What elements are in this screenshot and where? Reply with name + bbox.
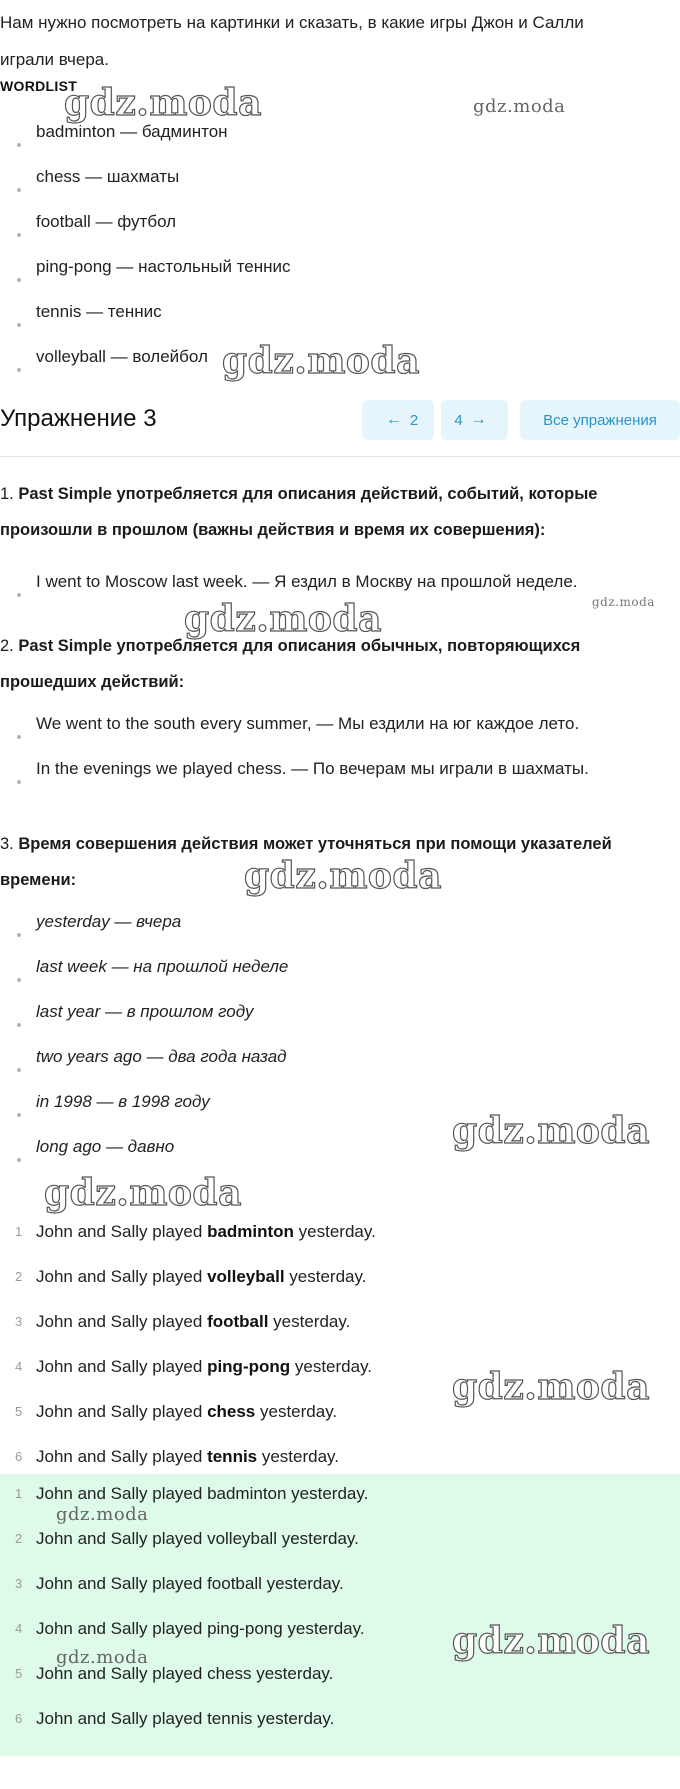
task-text: John and Sally played (36, 1357, 208, 1376)
task-list (0, 1222, 640, 1492)
example-item: yesterday — вчера (0, 912, 640, 957)
wordlist-item: tennis — теннис (0, 302, 640, 347)
answer-item (0, 1484, 680, 1529)
task-text: John and Sally played (36, 1267, 208, 1286)
example-item: We went to the south every summer, — Мы ездили на юг каждое лето. (0, 714, 640, 759)
divider (0, 456, 680, 457)
answer-item (0, 1529, 680, 1574)
answer-item (0, 1664, 680, 1709)
arrow-right-icon: → (470, 411, 487, 428)
next-exercise-label: 4 (454, 411, 463, 429)
item-number: 3 (15, 1576, 23, 1591)
watermark: gdz.moda (452, 1620, 650, 1662)
rule-2 (0, 628, 640, 700)
next-exercise-button[interactable] (441, 400, 508, 440)
example-item: last week — на прошлой неделе (0, 957, 640, 1002)
task-text: yesterday. (290, 1357, 373, 1376)
prev-exercise-button[interactable] (362, 400, 434, 440)
watermark: gdz.moda (452, 1110, 650, 1152)
task-text: yesterday. (257, 1447, 340, 1466)
watermark: gdz.moda (592, 595, 655, 609)
item-number: 4 (15, 1359, 23, 1374)
example-item: In the evenings we played chess. — По вечерам мы играли в шахматы. (0, 759, 640, 804)
rule-1-examples (0, 572, 640, 617)
task-keyword: volleyball (207, 1267, 285, 1286)
answer-text: John and Sally played tennis yesterday. (36, 1709, 335, 1728)
item-number: 1 (15, 1486, 23, 1501)
rule-number: 1. (0, 485, 14, 503)
wordlist (0, 122, 640, 392)
task-text: John and Sally played (36, 1447, 208, 1466)
rule-text: Past Simple употребляется для описания действий, событий, которые произошли в прошлом (важны действия и время их совершения): (0, 485, 598, 539)
rule-3-examples (0, 912, 640, 1182)
answer-list (0, 1484, 680, 1754)
item-number: 3 (15, 1314, 23, 1329)
item-number: 5 (15, 1404, 23, 1419)
watermark: gdz.moda (56, 1647, 149, 1668)
item-number: 5 (15, 1666, 23, 1681)
item-number: 4 (15, 1621, 23, 1636)
task-text: John and Sally played (36, 1222, 208, 1241)
task-keyword: badminton (207, 1222, 294, 1241)
task-text: John and Sally played (36, 1312, 208, 1331)
example-item: two years ago — два года назад (0, 1047, 640, 1092)
task-keyword: football (207, 1312, 269, 1331)
rule-number: 2. (0, 637, 14, 655)
example-item: in 1998 — в 1998 году (0, 1092, 640, 1137)
rule-number: 3. (0, 835, 14, 853)
task-item (0, 1402, 640, 1447)
wordlist-item: volleyball — волейбол (0, 347, 640, 392)
task-text: yesterday. (293, 1222, 376, 1241)
task-keyword: tennis (207, 1447, 258, 1466)
rule-text: Время совершения действия может уточняться при помощи указателей времени: (0, 835, 612, 889)
exercise-title: Упражнение 3 (0, 405, 157, 432)
wordlist-item: ping-pong — настольный теннис (0, 257, 640, 302)
answer-text: John and Sally played chess yesterday. (36, 1664, 334, 1683)
answer-text: John and Sally played badminton yesterday. (36, 1484, 369, 1503)
item-number: 6 (15, 1711, 23, 1726)
rule-3 (0, 826, 640, 898)
example-item: last year — в прошлом году (0, 1002, 640, 1047)
watermark: gdz.moda (222, 340, 420, 382)
intro-text: Нам нужно посмотреть на картинки и сказать, в какие игры Джон и Салли играли вчера. (0, 13, 584, 69)
rule-1 (0, 476, 640, 548)
wordlist-item: football — футбол (0, 212, 640, 257)
watermark: gdz.moda (64, 82, 262, 124)
item-number: 1 (15, 1224, 23, 1239)
watermark: gdz.moda (473, 96, 566, 117)
answer-item (0, 1574, 680, 1619)
answer-item (0, 1709, 680, 1754)
task-keyword: ping-pong (207, 1357, 291, 1376)
all-exercises-button[interactable]: Все упражнения (520, 400, 680, 440)
item-number: 2 (15, 1531, 23, 1546)
answer-text: John and Sally played football yesterday. (36, 1574, 344, 1593)
answer-text: John and Sally played ping-pong yesterday. (36, 1619, 365, 1638)
wordlist-title: WORDLIST (0, 78, 78, 94)
wordlist-item: chess — шахматы (0, 167, 640, 212)
task-keyword: chess (207, 1402, 256, 1421)
task-text: yesterday. (268, 1312, 351, 1331)
answer-item (0, 1619, 680, 1664)
task-text: yesterday. (284, 1267, 367, 1286)
prev-exercise-label: 2 (409, 411, 419, 429)
task-item (0, 1222, 640, 1267)
task-text: John and Sally played (36, 1402, 208, 1421)
watermark: gdz.moda (244, 855, 442, 897)
example-item: long ago — давно (0, 1137, 640, 1182)
rule-2-examples (0, 714, 640, 804)
arrow-left-icon: ← (385, 411, 402, 428)
watermark: gdz.moda (44, 1172, 242, 1214)
task-item (0, 1267, 640, 1312)
rule-text: Past Simple употребляется для описания обычных, повторяющихся прошедших действий: (0, 637, 581, 691)
watermark: gdz.moda (184, 598, 382, 640)
watermark: gdz.moda (452, 1366, 650, 1408)
example-item: I went to Moscow last week. — Я ездил в Москву на прошлой неделе. (0, 572, 640, 617)
task-item (0, 1312, 640, 1357)
wordlist-item: badminton — бадминтон (0, 122, 640, 167)
task-item (0, 1357, 640, 1402)
item-number: 2 (15, 1269, 23, 1284)
task-text: yesterday. (255, 1402, 338, 1421)
watermark: gdz.moda (56, 1504, 149, 1525)
item-number: 6 (15, 1449, 23, 1464)
answer-text: John and Sally played volleyball yesterday. (36, 1529, 359, 1548)
